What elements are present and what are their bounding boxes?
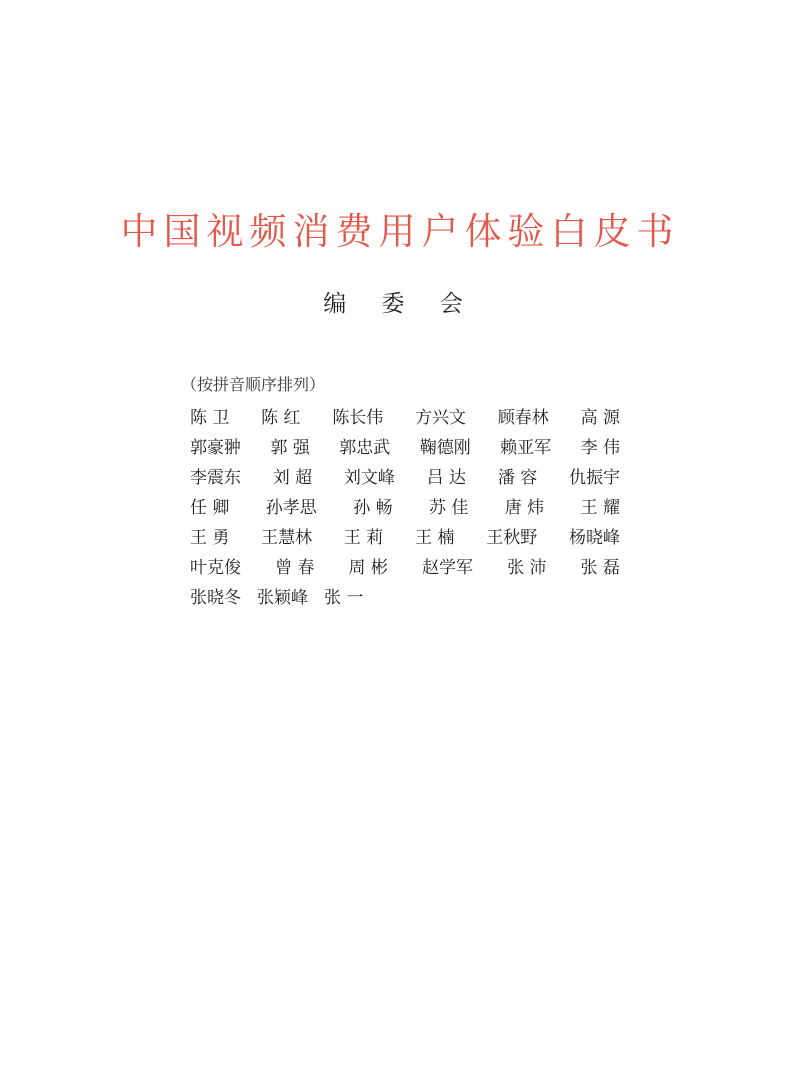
member-name: 刘 超 bbox=[272, 468, 313, 488]
member-name: 郭豪翀 bbox=[190, 438, 241, 458]
member-name: 方兴文 bbox=[415, 408, 467, 428]
member-name: 张颖峰 bbox=[257, 588, 308, 608]
member-name: 顾春林 bbox=[497, 408, 549, 428]
member-name: 赵学军 bbox=[422, 558, 473, 578]
member-name: 王秋野 bbox=[486, 528, 538, 548]
member-name: 陈 卫 bbox=[190, 408, 230, 428]
member-row bbox=[190, 583, 620, 613]
member-name: 潘 容 bbox=[497, 468, 538, 488]
member-name: 刘文峰 bbox=[343, 468, 395, 488]
member-name: 孙孝思 bbox=[265, 498, 317, 518]
member-name: 苏 佳 bbox=[428, 498, 469, 518]
member-name: 陈 红 bbox=[261, 408, 301, 428]
member-name: 王 莉 bbox=[343, 528, 384, 548]
member-name: 张 磊 bbox=[580, 558, 620, 578]
member-name: 王慧林 bbox=[261, 528, 313, 548]
member-name: 郭 强 bbox=[270, 438, 310, 458]
member-name: 吕 达 bbox=[426, 468, 467, 488]
member-row bbox=[190, 463, 620, 493]
member-row bbox=[190, 433, 620, 463]
member-name: 曾 春 bbox=[275, 558, 315, 578]
member-name: 唐 炜 bbox=[504, 498, 545, 518]
editorial-board-member-list bbox=[190, 403, 620, 613]
member-row bbox=[190, 493, 620, 523]
member-name: 李 伟 bbox=[580, 438, 620, 458]
member-row bbox=[190, 553, 620, 583]
member-row bbox=[190, 403, 620, 433]
member-name: 高 源 bbox=[580, 408, 620, 428]
member-name: 张 沛 bbox=[507, 558, 547, 578]
member-name: 周 彬 bbox=[348, 558, 388, 578]
member-name: 任 卿 bbox=[190, 498, 230, 518]
member-name: 赖亚军 bbox=[500, 438, 552, 458]
editorial-board-heading: 编 委 会 bbox=[323, 291, 477, 317]
document-title: 中国视频消费用户体验白皮书 bbox=[120, 210, 680, 253]
member-name: 张 一 bbox=[324, 588, 364, 608]
member-name: 郭忠武 bbox=[339, 438, 391, 458]
member-row bbox=[190, 523, 620, 553]
member-name: 杨晓峰 bbox=[568, 528, 620, 548]
member-name: 李震东 bbox=[190, 468, 241, 488]
member-name: 陈长伟 bbox=[332, 408, 384, 428]
member-name: 孙 畅 bbox=[353, 498, 393, 518]
ordering-note: （按拼音顺序排列） bbox=[181, 375, 326, 394]
member-name: 王 楠 bbox=[415, 528, 455, 548]
member-name: 张晓冬 bbox=[190, 588, 241, 608]
member-name: 王 勇 bbox=[190, 528, 230, 548]
member-name: 仇振宇 bbox=[568, 468, 620, 488]
member-name: 鞠德刚 bbox=[419, 438, 471, 458]
member-name: 王 耀 bbox=[580, 498, 620, 518]
member-name: 叶克俊 bbox=[190, 558, 241, 578]
